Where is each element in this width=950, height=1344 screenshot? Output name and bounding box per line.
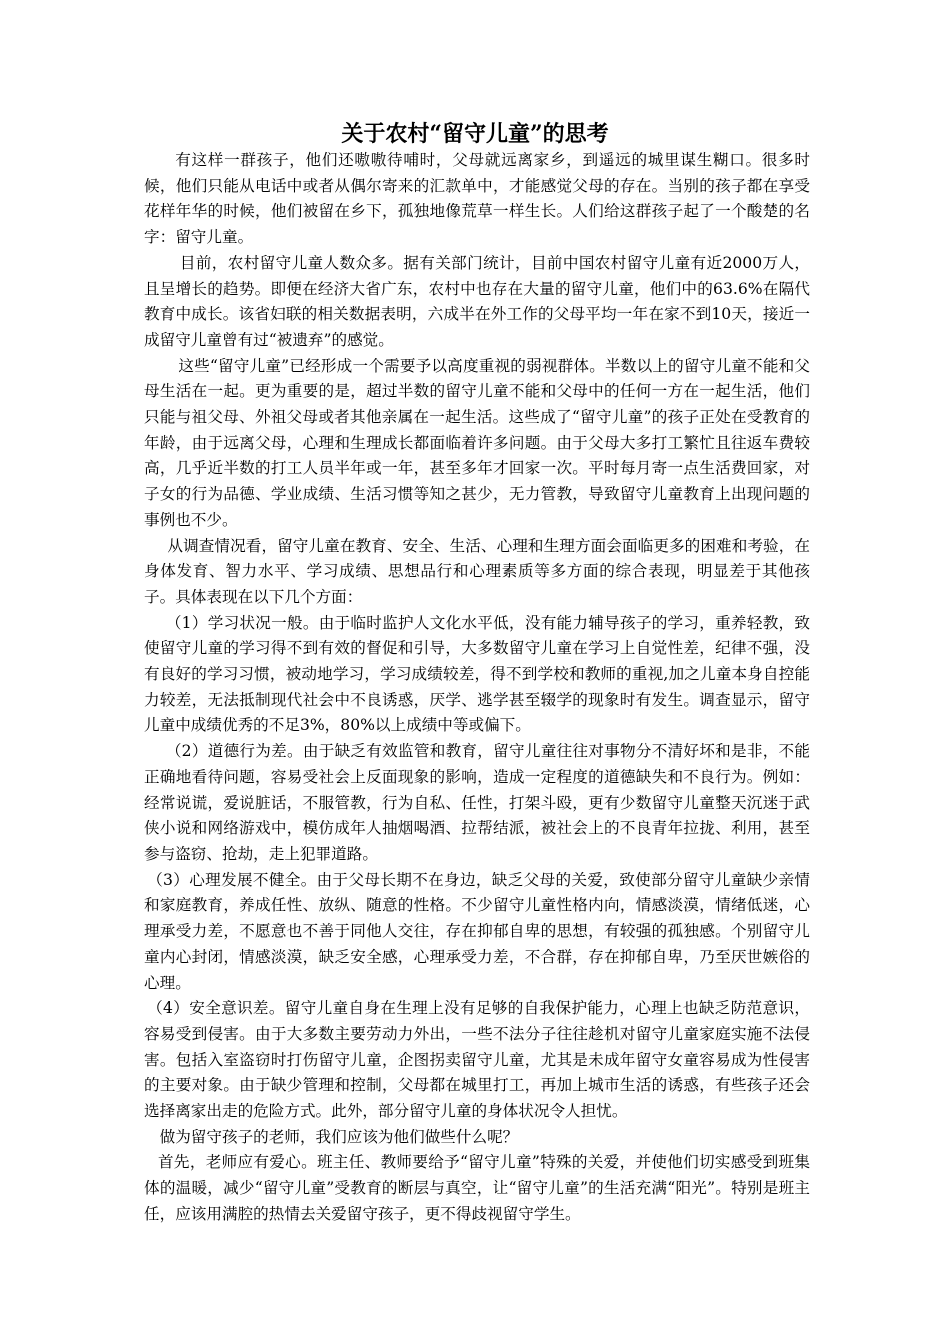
paragraph-point-psychology: （3）心理发展不健全。由于父母长期不在身边，缺乏父母的关爱，致使部分留守儿童缺少亲情和家庭教育，养成任性、放纵、随意的性格。不少留守儿童性格内向，情感淡漠，情绪低迷，心理承受力差，不愿意也不善于同他人交往，存在抑郁自卑的思想，有较强的孤独感。个别留守儿童内心封闭，情感淡漠，缺乏安全感，心理承受力差，不合群，存在抑郁自卑，乃至厌世嫉俗的心理。 (144, 870, 810, 992)
paragraph-point-study: （1）学习状况一般。由于临时监护人文化水平低，没有能力辅导孩子的学习，重养轻教，致使留守儿童的学习得不到有效的督促和引导，大多数留守儿童在学习上自觉性差，纪律不强，没有良好的学习习惯，被动地学习，学习成绩较差，得不到学校和教师的重视,加之儿童本身自控能力较差，无法抵制现代社会中不良诱惑，厌学、逃学甚至辍学的现象时有发生。调查显示，留守儿童中成绩优秀的不足3%，80%以上成绩中等或偏下。 (144, 613, 810, 735)
paragraph-survey-overview: 从调查情况看，留守儿童在教育、安全、生活、心理和生理方面会面临更多的困难和考验，在身体发育、智力水平、学习成绩、思想品行和心理素质等多方面的综合表现，明显差于其他孩子。具体表现在以下几个方面： (144, 536, 810, 606)
paragraph-statistics: 目前，农村留守儿童人数众多。据有关部门统计，目前中国农村留守儿童有近2000万人，且呈增长的趋势。即便在经济大省广东，农村中也存在大量的留守儿童，他们中的63.6%在隔代教育中成长。该省妇联的相关数据表明，六成半在外工作的父母平均一年在家不到10天，接近一成留守儿童曾有过“被遗弃”的感觉。 (144, 253, 810, 349)
document-body (144, 148, 810, 1228)
paragraph-point-safety: （4）安全意识差。留守儿童自身在生理上没有足够的自我保护能力，心理上也缺乏防范意识，容易受到侵害。由于大多数主要劳动力外出，一些不法分子往往趁机对留守儿童家庭实施不法侵害。包括入室盗窃时打伤留守儿童，企图拐卖留守儿童，尤其是未成年留守女童容易成为性侵害的主要对象。由于缺少管理和控制，父母都在城里打工，再加上城市生活的诱惑，有些孩子还会选择离家出走的危险方式。此外，部分留守儿童的身体状况令人担忧。 (144, 999, 810, 1121)
paragraph-vulnerable-group: 这些“留守儿童”已经形成一个需要予以高度重视的弱视群体。半数以上的留守儿童不能和父母生活在一起。更为重要的是，超过半数的留守儿童不能和父母中的任何一方在一起生活，他们只能与祖父母、外祖父母或者其他亲属在一起生活。这些成了“留守儿童”的孩子正处在受教育的年龄，由于远离父母，心理和生理成长都面临着许多问题。由于父母大多打工繁忙且往返车费较高，几乎近半数的打工人员半年或一年，甚至多年才回家一次。平时每月寄一点生活费回家，对子女的行为品德、学业成绩、生活习惯等知之甚少，无力管教，导致留守儿童教育上出现问题的事例也不少。 (144, 356, 810, 529)
paragraph-teacher-love: 首先，老师应有爱心。班主任、教师要给予“留守儿童”特殊的关爱，并使他们切实感受到班集体的温暖，减少“留守儿童”受教育的断层与真空，让“留守儿童”的生活充满“阳光”。特别是班主任，应该用满腔的热情去关爱留守孩子，更不得歧视留守学生。 (144, 1153, 810, 1223)
paragraph-point-morality: （2）道德行为差。由于缺乏有效监管和教育，留守儿童往往对事物分不清好坏和是非，不能正确地看待问题，容易受社会上反面现象的影响，造成一定程度的道德缺失和不良行为。例如：经常说谎，爱说脏话，不服管教，行为自私、任性，打架斗殴，更有少数留守儿童整天沉迷于武侠小说和网络游戏中，模仿成年人抽烟喝酒、拉帮结派，被社会上的不良青年拉拢、利用，甚至参与盗窃、抢劫，走上犯罪道路。 (144, 742, 810, 863)
page-title: 关于农村“留守儿童”的思考 (341, 121, 609, 147)
paragraph-teacher-question: 做为留守孩子的老师，我们应该为他们做些什么呢？ (159, 1127, 519, 1146)
paragraph-intro: 有这样一群孩子，他们还嗷嗷待哺时，父母就远离家乡，到遥远的城里谋生糊口。很多时候，他们只能从电话中或者从偶尔寄来的汇款单中，才能感觉父母的存在。当别的孩子都在享受花样年华的时候，他们被留在乡下，孤独地像荒草一样生长。人们给这群孩子起了一个酸楚的名字：留守儿童。 (144, 151, 810, 247)
